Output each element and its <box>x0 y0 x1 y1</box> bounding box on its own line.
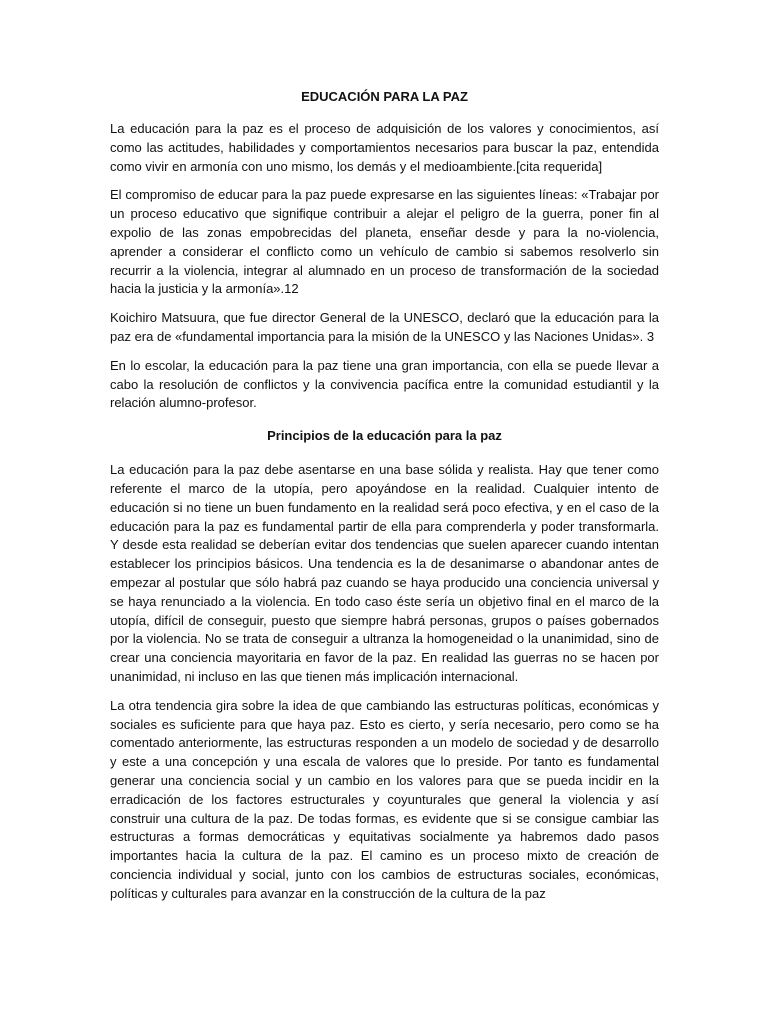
document-title: EDUCACIÓN PARA LA PAZ <box>301 89 468 104</box>
document-page <box>110 88 659 913</box>
paragraph-school: En lo escolar, la educación para la paz tiene una gran importancia, con ella se puede llevar a cabo la resolución de conflictos y la convivencia pacífica entre la comunidad estudiantil y la relación alumno-profesor. <box>110 357 659 411</box>
section-subtitle: Principios de la educación para la paz <box>267 428 502 444</box>
paragraph-principles-1: La educación para la paz debe asentarse en una base sólida y realista. Hay que tener como referente el marco de la utopía, pero apoyándose en la realidad. Cualquier intento de educación si no tiene un buen fundamento en la realidad será poco efectiva, y en el caso de la educación para la paz es fundamental partir de ella para comprenderla y poder transformarla. Y desde esta realidad se deberían evitar dos tendencias que suelen aparecer cuando intentan establecer los principios básicos. Una tendencia es la de desanimarse o abandonar antes de empezar al postular que sólo habrá paz cuando se haya producido una conciencia universal y se haya renunciado a la violencia. En todo caso éste sería un objetivo final en el marco de la utopía, difícil de conseguir, puesto que siempre habrá personas, grupos o países gobernados por la violencia. No se trata de conseguir a ultranza la homogeneidad o la unanimidad, sino de crear una conciencia mayoritaria en favor de la paz. En realidad las guerras no se hacen por unanimidad, ni incluso en las que tienen más implicación internacional. <box>110 462 659 684</box>
paragraph-principles-2: La otra tendencia gira sobre la idea de que cambiando las estructuras políticas, económicas y sociales es suficiente para que haya paz. Esto es cierto, y sería necesario, pero como se ha comentado anteriormente, las estructuras responden a un modelo de sociedad y de desarrollo y este a una concepción y una escala de valores que lo preside. Por tanto es fundamental generar una conciencia social y un cambio en los valores para que se pueda incidir en la erradicación de los factores estructurales y coyunturales que general la violencia y así construir una cultura de la paz. De todas formas, es evidente que si se consigue cambiar las estructuras a formas democráticas y equitativas socialmente ya habremos dado pasos importantes hacia la cultura de la paz. El camino es un proceso mixto de creación de conciencia individual y social, junto con los cambios de estructuras sociales, económicas, políticas y culturales para avanzar en la construcción de la cultura de la paz <box>110 697 659 901</box>
paragraph-definition: La educación para la paz es el proceso de adquisición de los valores y conocimientos, así como las actitudes, habilidades y comportamientos necesarios para buscar la paz, entendida como vivir en armonía con uno mismo, los demás y el medioambiente.[cita requerida] <box>110 121 659 174</box>
paragraph-commitment: El compromiso de educar para la paz puede expresarse en las siguientes líneas: «Trabajar por un proceso educativo que signifique contribuir a alejar el peligro de la guerra, poner fin al expolio de las zonas empobrecidas del planeta, enseñar desde y para la no-violencia, aprender a considerar el conflicto como un vehículo de cambio si sabemos resolverlo sin recurrir a la violencia, integrar al alumnado en un proceso de transformación de la sociedad hacia la justicia y la armonía».12 <box>110 187 659 297</box>
paragraph-unesco: Koichiro Matsuura, que fue director General de la UNESCO, declaró que la educación para la paz era de «fundamental importancia para la misión de la UNESCO y las Naciones Unidas». 3 <box>110 310 659 344</box>
